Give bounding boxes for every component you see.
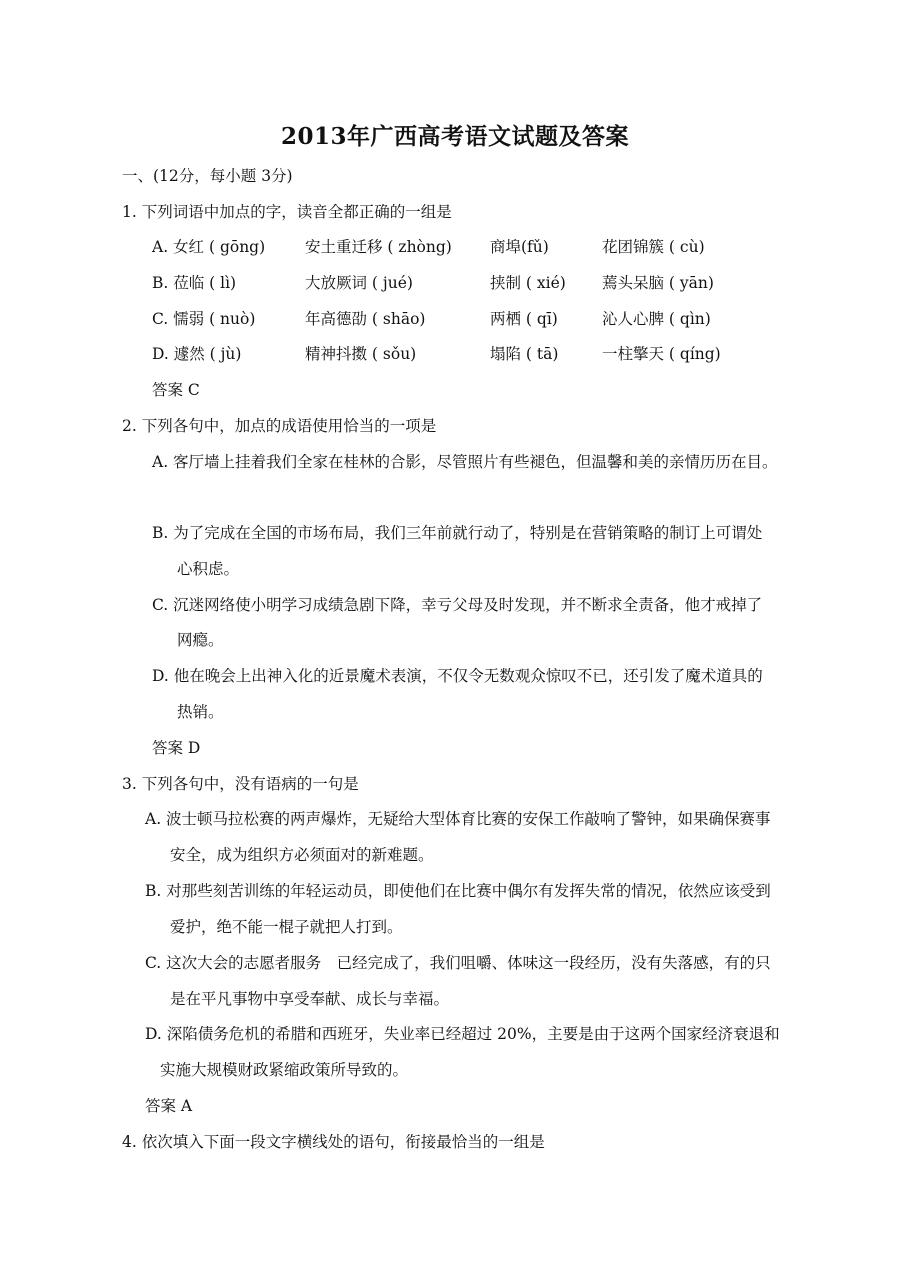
q2-option-c-line1: C. 沉迷网络使小明学习成绩急剧下降，幸亏父母及时发现，并不断求全责备，他才戒掉了 — [152, 596, 763, 614]
question-4-stem: 4. 依次填入下面一段文字横线处的语句，衔接最恰当的一组是 — [122, 1133, 545, 1151]
question-2-stem: 2. 下列各句中，加点的成语使用恰当的一项是 — [122, 417, 437, 435]
q2-option-c-line2: 网瘾。 — [177, 631, 224, 649]
q1-option-b-3: 挟制 ( xié) — [490, 274, 566, 292]
q1-option-a-3: 商埠(fǔ) — [490, 238, 549, 256]
question-1-stem: 1. 下列词语中加点的字，读音全都正确的一组是 — [122, 203, 452, 221]
q2-answer: 答案 D — [152, 739, 201, 757]
q3-option-a-line1: A. 波士顿马拉松赛的两声爆炸，无疑给大型体育比赛的安保工作敲响了警钟，如果确保赛事 — [145, 810, 771, 828]
q3-answer: 答案 A — [145, 1097, 193, 1115]
q1-option-c-4: 沁人心脾 ( qìn) — [602, 310, 711, 328]
q3-option-a-line2: 安全，成为组织方必须面对的新难题。 — [170, 846, 434, 864]
section-heading: 一、(12分，每小题 3分) — [122, 167, 293, 185]
q2-option-a: A. 客厅墙上挂着我们全家在桂林的合影，尽管照片有些褪色，但温馨和美的亲情历历在目。 — [152, 453, 778, 471]
q1-option-b-2: 大放厥词 ( jué) — [305, 274, 413, 292]
q1-option-a-1: A. 女红 ( gōng) — [152, 238, 266, 256]
q3-option-c-line2: 是在平凡事物中享受奉献、成长与幸福。 — [170, 990, 450, 1008]
q1-option-b-4: 蔫头呆脑 ( yān) — [602, 274, 714, 292]
q2-option-b-line2: 心积虑。 — [177, 560, 240, 578]
q1-option-d-2: 精神抖擞 ( sǒu) — [305, 345, 417, 363]
q3-option-d-line2: 实施大规模财政紧缩政策所导致的。 — [160, 1061, 409, 1079]
q1-option-d-3: 塌陷 ( tā) — [490, 345, 559, 363]
question-3-stem: 3. 下列各句中，没有语病的一句是 — [122, 775, 359, 793]
q2-option-b-line1: B. 为了完成在全国的市场布局，我们三年前就行动了，特别是在营销策略的制订上可谓处 — [152, 524, 763, 542]
q1-option-d-4: 一柱擎天 ( qíng) — [602, 345, 721, 363]
q2-option-d-line1: D. 他在晚会上出神入化的近景魔术表演，不仅令无数观众惊叹不已，还引发了魔术道具的 — [152, 667, 763, 685]
q1-option-c-1: C. 懦弱 ( nuò) — [152, 310, 256, 328]
q3-option-b-line1: B. 对那些刻苦训练的年轻运动员，即使他们在比赛中偶尔有发挥失常的情况，依然应该受到 — [145, 882, 771, 900]
q3-option-c-line1: C. 这次大会的志愿者服务 已经完成了，我们咀嚼、体味这一段经历，没有失落感，有的只 — [145, 954, 771, 972]
q1-option-b-1: B. 莅临 ( lì) — [152, 274, 237, 292]
q3-option-d-line1: D. 深陷债务危机的希腊和西班牙，失业率已经超过 20%，主要是由于这两个国家经济衰退和 — [145, 1025, 780, 1043]
q2-option-d-line2: 热销。 — [177, 703, 224, 721]
q1-answer: 答案 C — [152, 381, 200, 399]
q1-option-d-1: D. 遽然 ( jù) — [152, 345, 242, 363]
q1-option-a-4: 花团锦簇 ( cù) — [602, 238, 705, 256]
page-title: 2013年广西高考语文试题及答案 — [280, 123, 629, 150]
q1-option-c-3: 两栖 ( qī) — [490, 310, 558, 328]
q3-option-b-line2: 爱护，绝不能一棍子就把人打到。 — [170, 918, 403, 936]
q1-option-a-2: 安土重迁移 ( zhòng) — [305, 238, 452, 256]
q1-option-c-2: 年高德劭 ( shāo) — [305, 310, 426, 328]
